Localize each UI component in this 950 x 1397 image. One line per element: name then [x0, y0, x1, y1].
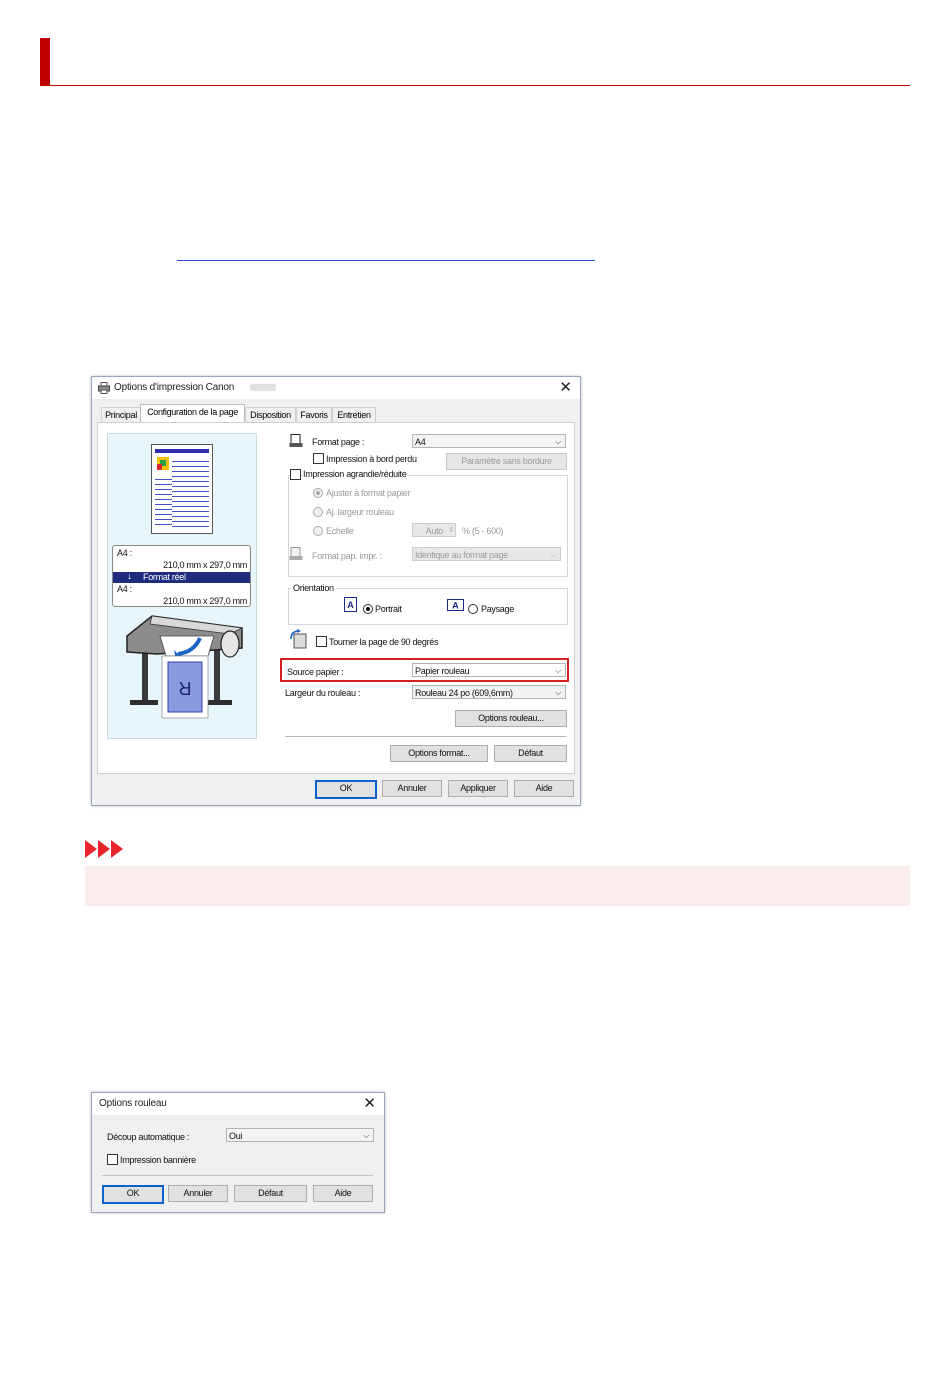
section-marker [40, 38, 50, 86]
roll-width-select[interactable] [412, 685, 566, 699]
arrow-down-icon: ↓ [127, 571, 132, 582]
dialog-titlebar [92, 377, 580, 399]
spinner-icon[interactable]: ⇕ [448, 527, 454, 534]
divider [102, 1175, 373, 1176]
landscape-icon [447, 599, 464, 611]
dialog-title: Options rouleau [99, 1098, 167, 1109]
rotate-page-icon [289, 629, 307, 649]
rotate-page-label: Tourner la page de 90 degrés [329, 637, 439, 647]
important-icon [85, 840, 135, 858]
svg-text:A: A [452, 600, 459, 611]
svg-text:R: R [178, 678, 192, 698]
printer-paper-size-value: Identique au format page [415, 550, 508, 560]
portrait-radio[interactable] [363, 604, 373, 614]
fit-paper-radio[interactable] [313, 488, 323, 498]
page-size-value: A4 [415, 437, 426, 447]
enlarged-checkbox[interactable] [290, 469, 301, 480]
tab-page-setup[interactable]: Configuration de la page [140, 404, 245, 424]
fit-paper-label: Ajuster à format papier [326, 488, 411, 498]
paper-source-value: Papier rouleau [415, 666, 470, 676]
scaling-value: Auto [425, 526, 443, 536]
orientation-label: Orientation [293, 583, 334, 593]
landscape-label: Paysage [481, 604, 514, 614]
roll-width-value: Rouleau 24 po (609,6mm) [415, 688, 513, 698]
chevron-down-icon: ⌵ [555, 666, 561, 675]
document-thumbnail [151, 444, 213, 534]
roll-options-dialog [91, 1092, 385, 1213]
defaults-button[interactable]: Défaut [494, 745, 567, 762]
help-button[interactable]: Aide [313, 1185, 373, 1202]
rotate-page-checkbox[interactable] [316, 636, 327, 647]
borderless-label: Impression à bord perdu [326, 454, 417, 464]
auto-cut-select[interactable] [226, 1128, 374, 1142]
scaling-range: % (5 - 600) [462, 526, 504, 536]
source-size-label: A4 : [117, 548, 132, 558]
header-rule [40, 85, 910, 86]
tab-favorites[interactable]: Favoris [296, 407, 332, 423]
borderless-checkbox[interactable] [313, 453, 324, 464]
printer-paper-size-icon [289, 547, 303, 561]
tab-panel [97, 422, 575, 774]
landscape-radio[interactable] [468, 604, 478, 614]
chevron-down-icon: ⌵ [363, 1131, 369, 1140]
chevron-down-icon: ⌵ [550, 550, 556, 559]
actual-size-label: Format réel [143, 572, 186, 582]
paper-source-select[interactable] [412, 663, 566, 677]
page-size-label: Format page : [312, 437, 365, 447]
close-icon[interactable]: ✕ [363, 1095, 376, 1112]
size-options-button[interactable]: Options format... [390, 745, 488, 762]
scaling-spinbox[interactable] [412, 523, 456, 537]
ok-button[interactable]: OK [315, 780, 377, 799]
close-icon[interactable]: ✕ [559, 379, 572, 396]
preview-area [107, 433, 257, 739]
orientation-group [288, 588, 568, 625]
page-size-icon [289, 434, 303, 448]
output-size-value: 210,0 mm x 297,0 mm [163, 596, 247, 606]
auto-cut-label: Découp automatique : [107, 1132, 190, 1142]
actual-size-row [113, 572, 250, 583]
hyperlink-underline[interactable] [177, 260, 595, 261]
large-format-printer-illustration [122, 614, 247, 729]
enlarged-label: Impression agrandie/réduite [303, 469, 407, 479]
defaults-button[interactable]: Défaut [234, 1185, 307, 1202]
source-size-value: 210,0 mm x 297,0 mm [163, 560, 247, 570]
printer-paper-size-select[interactable] [412, 547, 561, 561]
printer-icon [98, 382, 110, 394]
chevron-down-icon: ⌵ [555, 437, 561, 446]
scaling-radio[interactable] [313, 526, 323, 536]
auto-cut-value: Oui [229, 1131, 243, 1141]
tab-main[interactable]: Principal [101, 407, 141, 423]
cancel-button[interactable]: Annuler [168, 1185, 228, 1202]
paper-source-label: Source papier : [287, 667, 344, 677]
svg-text:A: A [347, 600, 354, 610]
borderless-settings-button[interactable]: Paramètre sans bordure [446, 453, 567, 470]
cancel-button[interactable]: Annuler [382, 780, 442, 797]
printer-paper-size-label: Format pap. impr. : [312, 551, 382, 561]
dialog-title: Options d'impression Canon [114, 382, 235, 393]
divider [285, 736, 566, 737]
tab-maintenance[interactable]: Entretien [332, 407, 376, 423]
roll-options-button[interactable]: Options rouleau... [455, 710, 567, 727]
page-size-select[interactable] [412, 434, 566, 448]
portrait-label: Portrait [375, 604, 402, 614]
portrait-icon [344, 597, 357, 612]
fit-roll-label: Aj. largeur rouleau [326, 507, 394, 517]
blurred-model-name [250, 384, 276, 391]
banner-printing-checkbox[interactable] [107, 1154, 118, 1165]
scaling-label: Echelle [326, 526, 354, 536]
paper-size-info [112, 545, 251, 607]
ok-button[interactable]: OK [102, 1185, 164, 1204]
print-options-dialog [91, 376, 581, 806]
dialog-titlebar [92, 1093, 384, 1115]
fit-roll-radio[interactable] [313, 507, 323, 517]
output-size-label: A4 : [117, 584, 132, 594]
tab-layout[interactable]: Disposition [245, 407, 296, 423]
important-note-box [85, 866, 910, 906]
apply-button[interactable]: Appliquer [448, 780, 508, 797]
help-button[interactable]: Aide [514, 780, 574, 797]
banner-printing-label: Impression bannière [120, 1155, 196, 1165]
chevron-down-icon: ⌵ [555, 688, 561, 697]
roll-width-label: Largeur du rouleau : [285, 688, 361, 698]
